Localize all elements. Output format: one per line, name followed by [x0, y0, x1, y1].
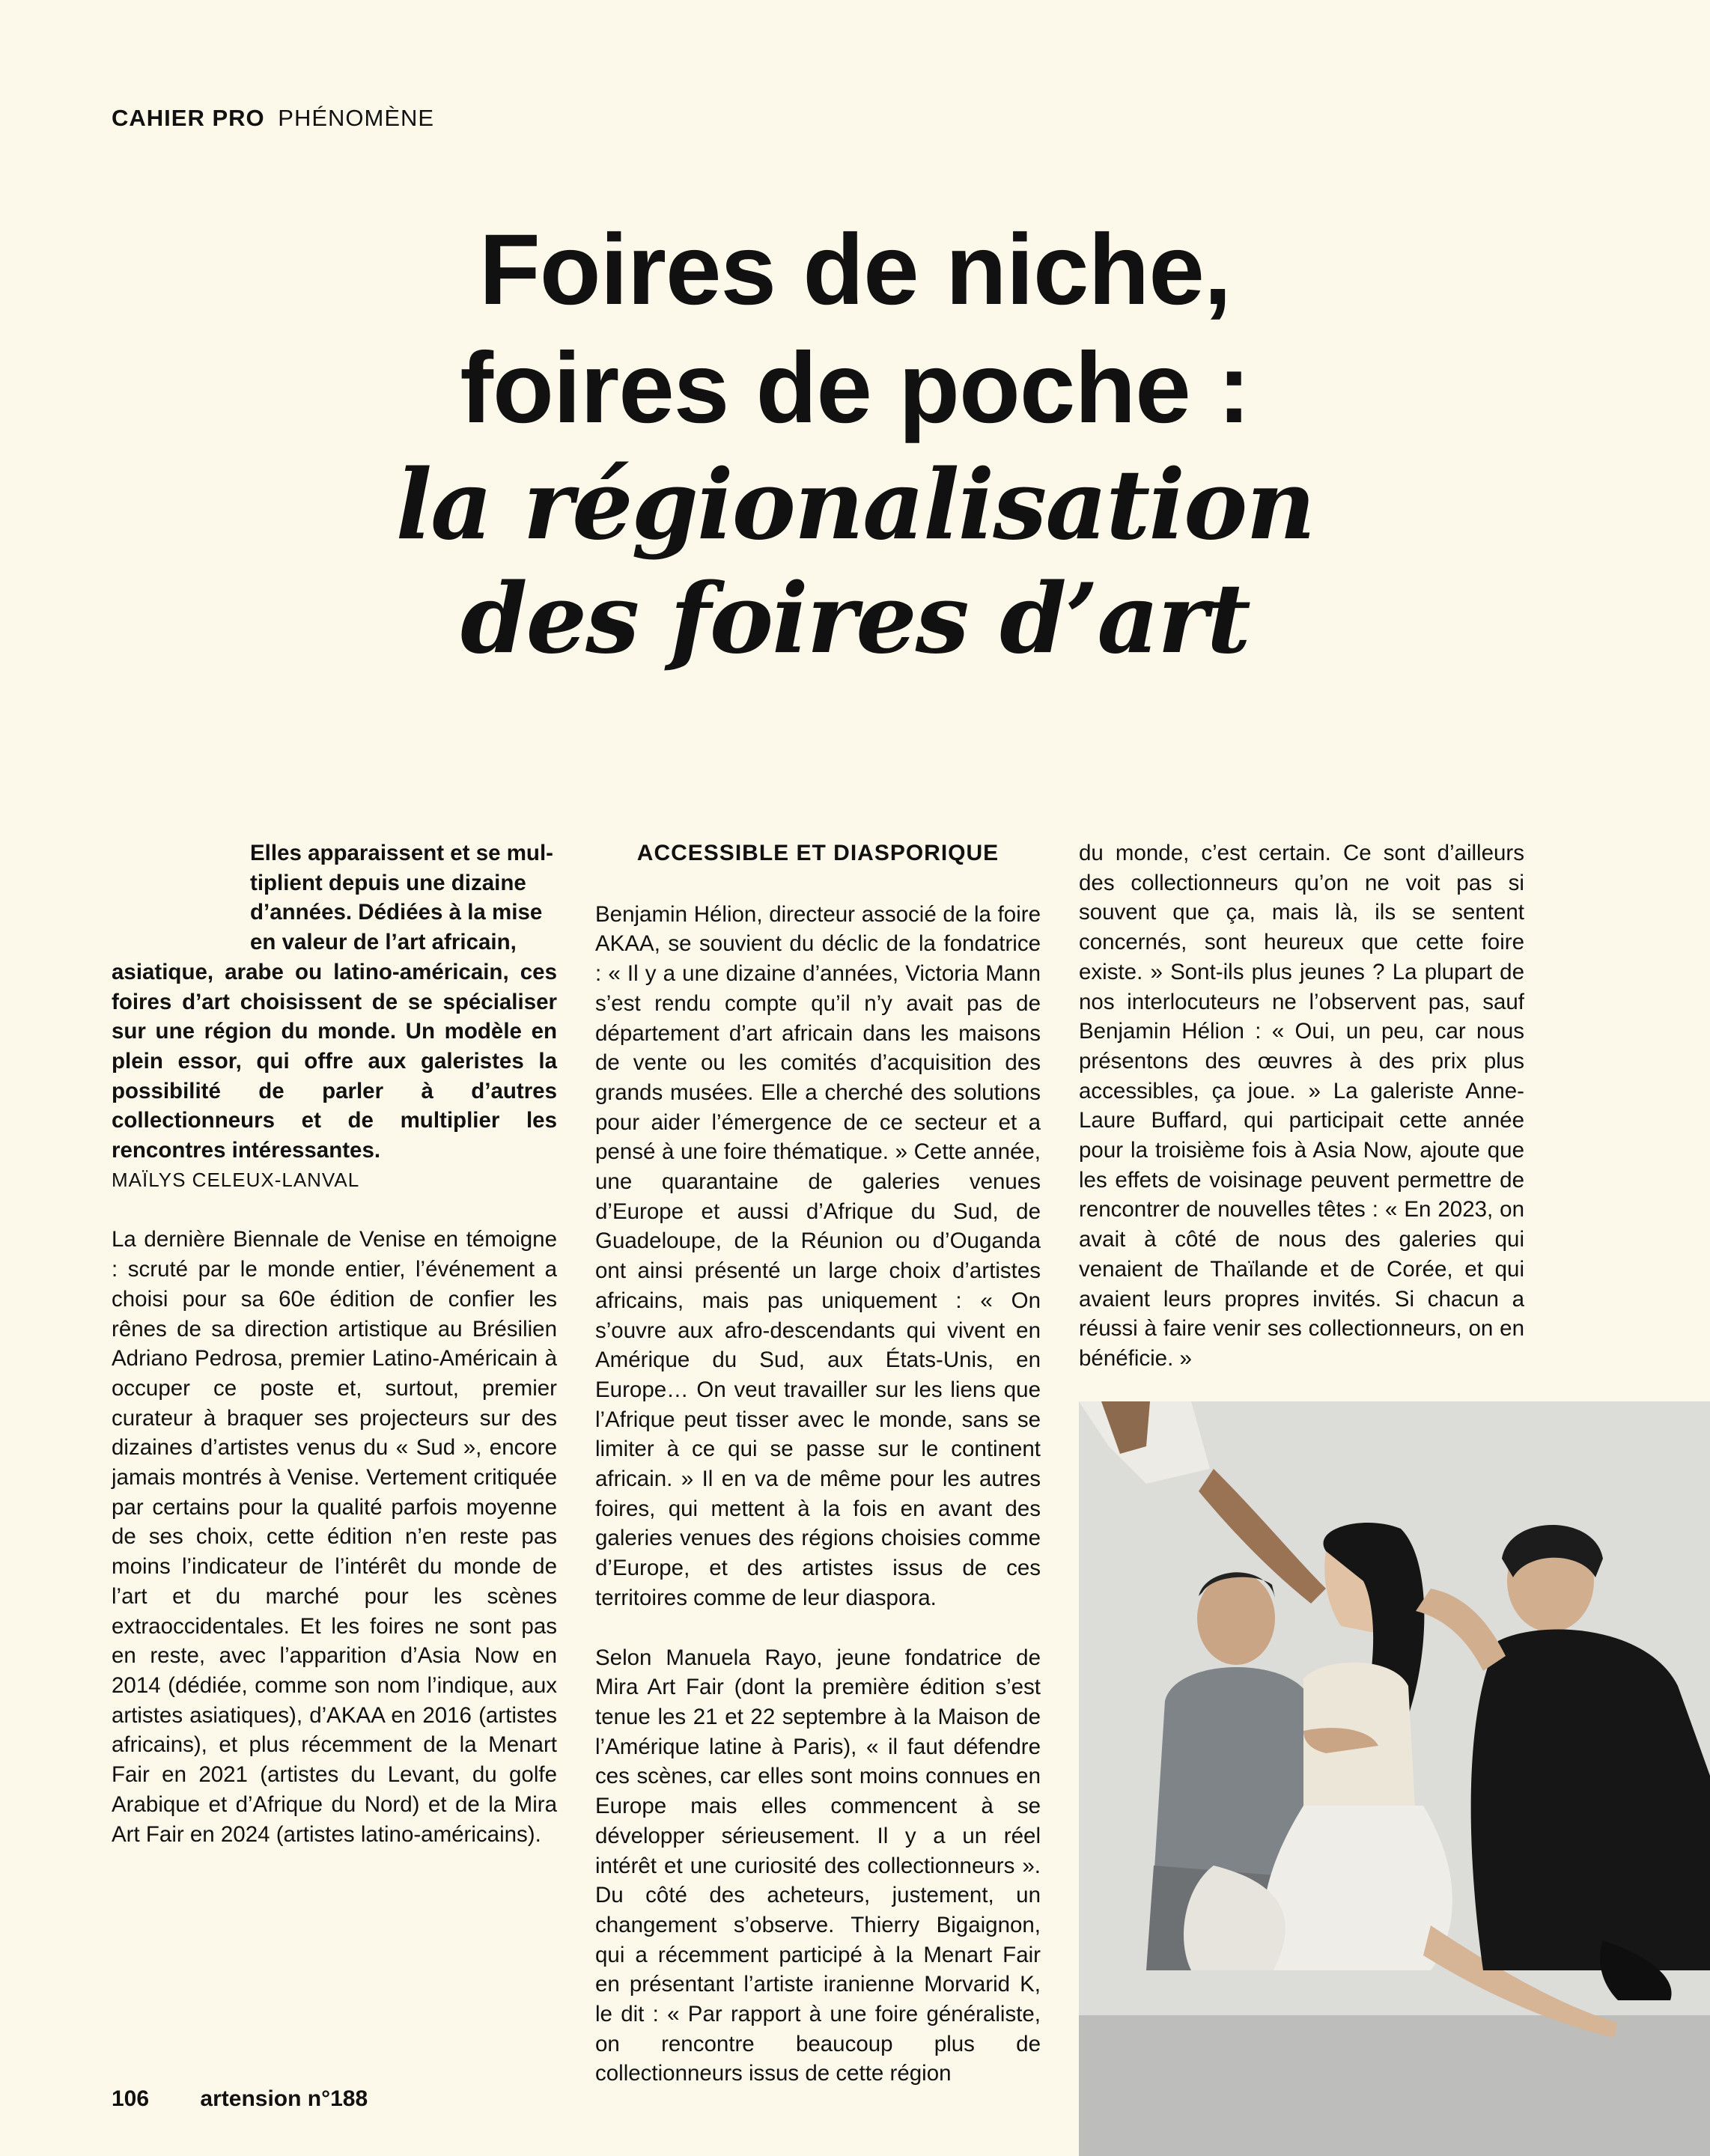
standfirst [112, 838, 557, 1166]
body-paragraph: La dernière Biennale de Venise en témoigne : scruté par le monde entier, l’événement a choisi pour sa 60e édition de confier les rênes de sa direction artistique au Brésilien Adriano Pedrosa, premier Latino-Américain à occuper ce poste et, surtout, premier curateur à braquer ses projecteurs sur des dizaines d’artistes venus du « Sud », encore jamais montrés à Venise. Vertement critiquée par certains pour la qualité parfois moyenne de ses choix, cette édition n’en reste pas moins l’indicateur de l’intérêt du monde de l’art et du marché pour les scènes extraoccidentales. Et les foires ne sont pas en reste, avec l’apparition d’Asia Now en 2014 (dédiée, comme son nom l’indique, aux artistes asiatiques), d’AKAA en 2016 (artistes africains), et plus récemment de la Menart Fair en 2021 (artistes du Levant, du golfe Arabique et d’Afrique du Nord) et de la Mira Art Fair en 2024 (artistes latino-américains). [112, 1227, 557, 1847]
title-line-1: Foires de niche, [478, 214, 1232, 326]
rubric-section: CAHIER PRO [112, 105, 265, 131]
column-1 [112, 838, 557, 1849]
page-footer [112, 2086, 368, 2112]
dancers-illustration [1079, 1401, 1710, 2156]
title-line-2: foires de poche : [460, 332, 1250, 444]
rubric-category: PHÉNOMÈNE [278, 105, 435, 131]
standfirst-line: Elles apparaissent et se mul- [250, 841, 553, 865]
body-paragraph: Benjamin Hélion, directeur associé de la foire AKAA, se souvient du déclic de la fondatrice : « Il y a une dizaine d’années, Victoria Mann s’est rendu compte qu’il n’y avait pas de département d’art africain dans les maisons de vente ou les comités d’acquisition des grands musées. Elle a cherché des solutions pour aider l’émergence de ce secteur et a pensé à une foire thématique. » Cette année, une quarantaine de galeries venues d’Europe et aussi d’Afrique du Sud, de Guadeloupe, de la Réunion ou d’Ouganda ont ainsi présenté un large choix d’artistes africains, mais pas uniquement : « On s’ouvre aux afro-descendants qui vivent en Amérique du Sud, aux États-Unis, en Europe… On veut travailler sur les liens que l’Afrique peut tisser avec le monde, sans se limiter à ce qui se passe sur le continent africain. » Il en va de même pour les autres foires, qui mettent à la fois en avant des galeries venues des régions choisies comme d’Europe, et des artistes issus de ces territoires comme de leur diaspora. [595, 901, 1041, 1610]
body-paragraph: du monde, c’est certain. Ce sont d’ailleurs des collectionneurs qu’on ne voit pas si souvent que ça, mais là, ils se sentent concernés, sont heureux que cette foire existe. » Sont-ils plus jeunes ? La plupart de nos interlocuteurs ne l’observent pas, sauf Benjamin Hélion : « Oui, un peu, car nous présentons des œuvres à des prix plus accessibles, ça joue. » La galeriste Anne-Laure Buffard, qui participait cette année pour la troisième fois à Asia Now, ajoute que les effets de voisinage peuvent permettre de rencontrer de nouvelles têtes : « En 2023, on avait à côté de nous des galeries qui venaient de Thaïlande et de Corée, et qui avaient leurs propres invités. Si chacun a réussi à faire venir ses collectionneurs, on en bénéficie. » [1079, 841, 1524, 1371]
body-paragraph: Selon Manuela Rayo, jeune fondatrice de Mira Art Fair (dont la première édition s’est tenue les 21 et 22 septembre à la Maison de l’Amérique latine à Paris), « il faut défendre ces scènes, car elles sont moins connues en Europe mais elles commencent à se développer sérieusement. Il y a un réel intérêt et une curiosité des collectionneurs ». Du côté des acheteurs, justement, un changement s’observe. Thierry Bigaignon, qui a récemment participé à la Menart Fair en présentant l’artiste iranienne Morvarid K, le dit : « Par rapport à une foire généraliste, on rencontre beaucoup plus de collectionneurs issus de cette région [595, 1645, 1041, 2086]
section-subhead: ACCESSIBLE ET DIASPORIQUE [636, 841, 999, 865]
article-photo [1079, 1401, 1710, 2156]
standfirst-line: en valeur de l’art africain, [250, 930, 517, 955]
page-number: 106 [112, 2086, 150, 2111]
author-byline: MAÏLYS CELEUX-LANVAL [112, 1168, 360, 1191]
title-line-4: des foires d’art [460, 563, 1250, 675]
magazine-issue: artension n°188 [200, 2086, 368, 2111]
article-title [0, 211, 1710, 675]
rubric [112, 105, 434, 132]
standfirst-line: tiplient depuis une dizaine [250, 870, 526, 895]
title-line-3: la régionalisation [395, 449, 1315, 561]
column-2 [595, 838, 1041, 2089]
standfirst-body: asiatique, arabe ou latino-américain, ces foires d’art choisissent de se spécialiser sur une région du monde. Un modèle en plein essor, qui offre aux galeristes la possibilité de parler à d’autres collectionneurs et de multiplier les rencontres intéressantes. [112, 959, 557, 1163]
column-3 [1079, 838, 1524, 1374]
standfirst-line: d’années. Dédiées à la mise [250, 900, 543, 925]
